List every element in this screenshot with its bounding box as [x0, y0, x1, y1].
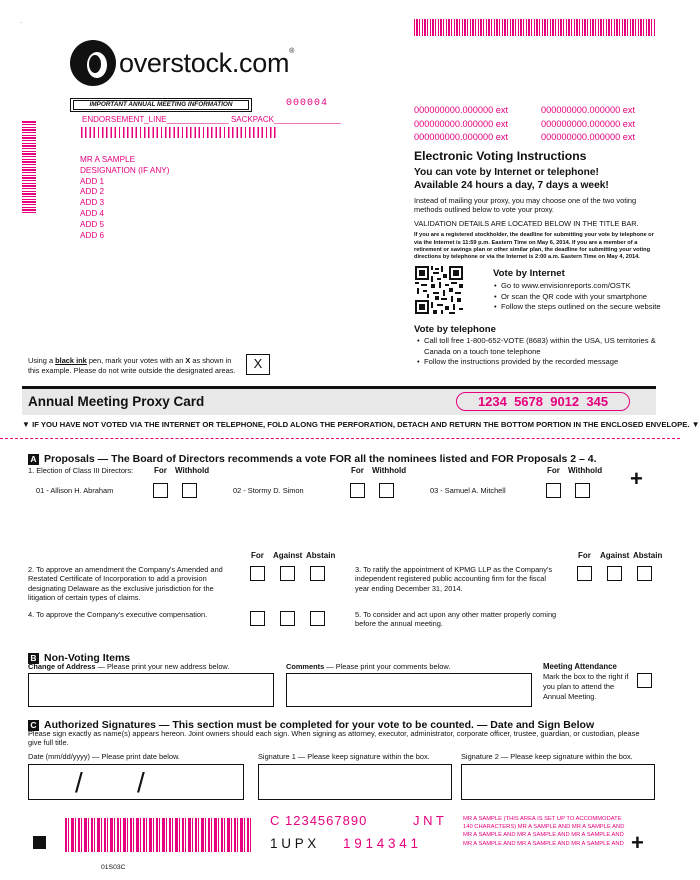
date-label: Date (mm/dd/yyyy) — Please print date below.: [28, 752, 180, 761]
ext-code: 000000000.000000 ext: [541, 132, 636, 142]
vote-by-internet: [493, 268, 663, 313]
col-for: For: [251, 551, 264, 560]
date-input[interactable]: [28, 764, 244, 800]
phone-step-text: Call toll free 1-800-652-VOTE (8683) within the USA, US territories & Canada on a touch tone telephone: [424, 336, 656, 356]
change-address-hint: — Please print your new address below.: [95, 662, 230, 671]
top-barcode: [414, 19, 655, 36]
ext-code: 000000000.000000 ext: [541, 105, 636, 115]
nominee-02-for-checkbox[interactable]: [350, 483, 365, 498]
postal-barcode: [81, 127, 276, 138]
meeting-attendance: [543, 662, 631, 703]
col-withhold: Withhold: [175, 466, 210, 475]
footer-upx: 1 U P X: [270, 836, 317, 851]
nominee-03-for-checkbox[interactable]: [546, 483, 561, 498]
nominee-02-withhold-checkbox[interactable]: [379, 483, 394, 498]
proposal-3-against-checkbox[interactable]: [607, 566, 622, 581]
proposal-4-against-checkbox[interactable]: [280, 611, 295, 626]
date-slash: /: [137, 767, 145, 798]
meeting-attendance-checkbox[interactable]: [637, 673, 652, 688]
change-address-title: Change of Address: [28, 662, 96, 671]
fold-notice: [22, 420, 700, 429]
ext-code: 000000000.000000 ext: [414, 105, 509, 115]
signature-instructions: Please sign exactly as name(s) appears hereon. Joint owners should each sign. When signing as attorney, executor, administrator, corporate officer, trustee, guardian, or custodian, please give full title.: [28, 729, 640, 748]
col-against: Against: [273, 551, 303, 560]
phone-title: Vote by telephone: [414, 324, 496, 335]
section-c-letter: C: [28, 720, 39, 731]
address-line: ADD 6: [80, 230, 105, 240]
footer-barcode: [65, 818, 252, 852]
internet-step-text: Go to www.envisionreports.com/OSTK: [501, 281, 631, 290]
ext-code: 000000000.000000 ext: [414, 132, 509, 142]
address-line: ADD 5: [80, 219, 105, 229]
section-c-title: Authorized Signatures — This section must be completed for your vote to be counted. — Date and Sign Below: [44, 719, 595, 731]
brand-reg: ®: [289, 48, 295, 55]
address-line: ADD 4: [80, 208, 105, 218]
col-abstain: Abstain: [306, 551, 336, 560]
proposal-2-for-checkbox[interactable]: [250, 566, 265, 581]
proposal-4-abstain-checkbox[interactable]: [310, 611, 325, 626]
notice-box: [70, 98, 252, 112]
phone-step: [424, 336, 659, 357]
qr-code-icon: [415, 266, 463, 314]
edge-mark: -: [20, 20, 22, 26]
mark-text-emphasis: black ink: [55, 356, 87, 365]
validation-note: VALIDATION DETAILS ARE LOCATED BELOW IN THE TITLE BAR.: [414, 218, 639, 228]
internet-steps: [493, 281, 663, 313]
form-code: 01S03C: [101, 864, 126, 871]
address-line: DESIGNATION (IF ANY): [80, 165, 170, 175]
proxy-card-title: Annual Meeting Proxy Card: [28, 394, 205, 409]
internet-title: Vote by Internet: [493, 268, 565, 279]
side-barcode: [22, 121, 36, 213]
address-line: ADD 1: [80, 176, 105, 186]
brand-name: overstock.com: [119, 47, 290, 78]
internet-step-text: Follow the steps outlined on the secure website: [501, 302, 661, 312]
signature-1-input[interactable]: [258, 764, 452, 800]
col-for: For: [578, 551, 591, 560]
proposal-4: 4. To approve the Company's executive compensation.: [28, 610, 208, 619]
meeting-attendance-text: Mark the box to the right if you plan to attend the Annual Meeting.: [543, 672, 629, 702]
proposal-3-for-checkbox[interactable]: [577, 566, 592, 581]
plus-mark: +: [630, 466, 643, 491]
section-b-letter: B: [28, 653, 39, 664]
proxy-bar: [22, 389, 656, 415]
deadline-note: If you are a registered stockholder, the deadline for submitting your vote by telephone or via the Internet is 11:59 p.m. Eastern Time on May 6, 2014. If you are a member of a retirement or savings plan or other similar plan, the deadline for submitting your voting directions by telephone or via the Internet is 2:00 a.m. Eastern Time on May 4, 2014.: [414, 232, 654, 261]
voting-intro: Instead of mailing your proxy, you may choose one of the two voting methods outlined below to vote your proxy.: [414, 196, 637, 215]
voting-instructions: [414, 149, 659, 261]
mark-example-box: [246, 354, 270, 375]
mark-text: pen, mark your votes with an: [86, 356, 186, 365]
nominee-label: 01 - Allison H. Abraham: [36, 486, 114, 495]
change-address-input[interactable]: [28, 673, 274, 707]
nominee-03-withhold-checkbox[interactable]: [575, 483, 590, 498]
logo: [70, 38, 294, 88]
proposal-2-abstain-checkbox[interactable]: [310, 566, 325, 581]
internet-step: [501, 281, 663, 292]
comments-label: [286, 662, 450, 671]
phone-step: [424, 357, 659, 368]
proposal-3: 3. To ratify the appointment of KPMG LLP as the Company's independent registered public accounting firm for the fiscal year ending December 31, 2014.: [355, 565, 553, 593]
vote-by-telephone: [414, 324, 659, 368]
proposal-5: 5. To consider and act upon any other matter properly coming before the annual meeting.: [355, 610, 557, 629]
mark-instructions: [28, 356, 243, 375]
section-a-title: Proposals — The Board of Directors recommends a vote FOR all the nominees listed and FOR Proposals 2 – 4.: [44, 453, 597, 465]
meeting-attendance-title: Meeting Attendance: [543, 662, 617, 671]
triangle-down-icon: ▼: [691, 420, 700, 429]
nominee-01-for-checkbox[interactable]: [153, 483, 168, 498]
phone-step-text: Follow the instructions provided by the recorded message: [424, 357, 619, 367]
signature-2-input[interactable]: [461, 764, 655, 800]
voting-title: Electronic Voting Instructions: [414, 149, 587, 163]
signature-2-label: Signature 2 — Please keep signature within the box.: [461, 752, 633, 761]
ext-codes-left: [414, 104, 508, 145]
col-withhold: Withhold: [568, 466, 603, 475]
ext-code: 000000000.000000 ext: [541, 118, 636, 129]
section-b-title: Non-Voting Items: [44, 652, 131, 664]
phone-steps: [414, 336, 659, 368]
control-number-text: 1234 5678 9012 345: [477, 394, 609, 409]
internet-step: [501, 302, 663, 313]
footer-number: 1 9 1 4 3 4 1: [343, 836, 419, 851]
col-against: Against: [600, 551, 630, 560]
endorsement-line: ENDORSEMENT_LINE______________ SACKPACK_______________: [82, 115, 341, 124]
perforation-line: [0, 438, 680, 439]
plus-mark: +: [631, 830, 644, 855]
footer-note: MR A SAMPLE (THIS AREA IS SET UP TO ACCOMMODATE 140 CHARACTERS) MR A SAMPLE AND MR A SAMPLE AND MR A SAMPLE AND MR A SAMPLE AND MR A SAMPLE AND MR A SAMPLE AND MR A SAMPLE AND MR A SAMPLE AND: [463, 816, 625, 847]
comments-title: Comments: [286, 662, 325, 671]
control-number: [456, 392, 630, 411]
internet-step-text: Or scan the QR code with your smartphone: [501, 291, 648, 301]
signature-1-label: Signature 1 — Please keep signature within the box.: [258, 752, 430, 761]
footer-jnt: J N T: [413, 813, 444, 828]
section-a-header: [28, 449, 597, 467]
ext-code: 000000000.000000 ext: [414, 118, 509, 129]
date-slash: /: [75, 767, 83, 798]
proposal-2-against-checkbox[interactable]: [280, 566, 295, 581]
internet-step: [501, 292, 663, 303]
fold-notice-text: IF YOU HAVE NOT VOTED VIA THE INTERNET OR TELEPHONE, FOLD ALONG THE PERFORATION, DETACH AND RETURN THE BOTTOM PORTION IN THE ENCLOSED ENVELOPE.: [32, 420, 690, 429]
notice-seq: 000004: [286, 98, 329, 109]
proposal-4-for-checkbox[interactable]: [250, 611, 265, 626]
election-label: 1. Election of Class III Directors:: [28, 466, 134, 475]
comments-input[interactable]: [286, 673, 532, 707]
mark-text: as shown in this example. Please do not write outside the designated areas.: [28, 356, 236, 375]
nominee-01-withhold-checkbox[interactable]: [182, 483, 197, 498]
notice-title: IMPORTANT ANNUAL MEETING INFORMATION: [73, 100, 249, 110]
comments-hint: — Please print your comments below.: [324, 662, 451, 671]
nominee-label: 02 - Stormy D. Simon: [233, 486, 304, 495]
voting-subtitle-1: You can vote by Internet or telephone!: [414, 167, 599, 178]
mark-text: Using a: [28, 356, 56, 365]
nominee-label: 03 - Samuel A. Mitchell: [430, 486, 506, 495]
col-abstain: Abstain: [633, 551, 663, 560]
footer-code-c: C 1234567890: [270, 813, 368, 828]
address-line: ADD 3: [80, 198, 105, 208]
voting-subtitle-2: Available 24 hours a day, 7 days a week!: [414, 179, 609, 191]
triangle-down-icon: ▼: [22, 420, 30, 429]
mark-text-x: X: [185, 356, 191, 365]
ext-codes-right: [541, 104, 635, 145]
col-for: For: [351, 466, 364, 475]
registration-square: [33, 836, 46, 849]
proposal-2: 2. To approve an amendment the Company's Amended and Restated Certificate of Incorporation to add a provision designating Delaware as the exclusive jurisdiction for the litigation of certain types of claims.: [28, 565, 223, 603]
col-withhold: Withhold: [372, 466, 407, 475]
col-for: For: [547, 466, 560, 475]
address-line: ADD 2: [80, 187, 105, 197]
logo-mark-icon: [70, 40, 116, 86]
proposal-3-abstain-checkbox[interactable]: [637, 566, 652, 581]
mailing-address: [80, 155, 169, 241]
address-line: MR A SAMPLE: [80, 155, 136, 164]
mark-example-x: X: [253, 356, 263, 371]
col-for: For: [154, 466, 167, 475]
change-address-label: [28, 662, 229, 671]
section-a-letter: A: [28, 454, 39, 465]
